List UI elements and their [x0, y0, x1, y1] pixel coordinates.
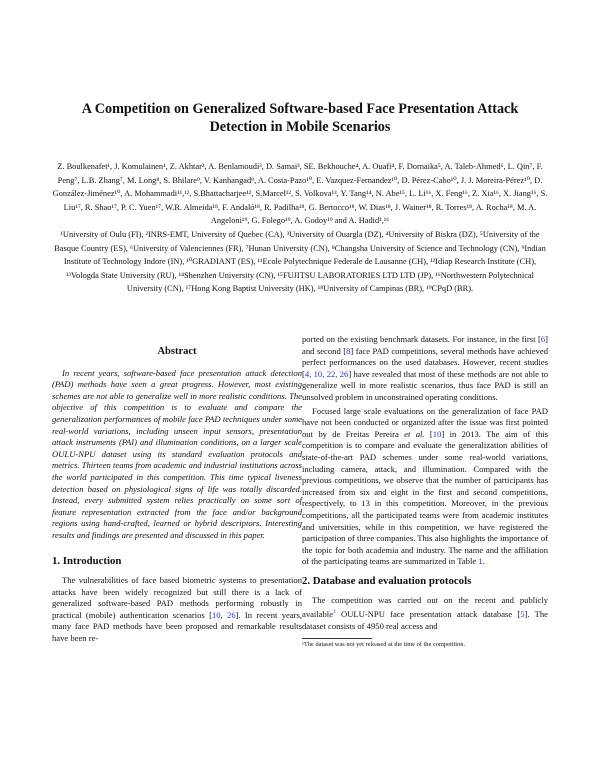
footnote-text: ¹The dataset was not yet released at the time of the competition. — [302, 641, 466, 649]
left-column — [52, 346, 302, 645]
citation-link[interactable]: 4, 10, 22, 26 — [304, 368, 349, 379]
abstract-text: In recent years, software-based face presentation attack detection (PAD) methods have seen a great progress. However, most existing schemes are not able to generalize well in more realistic conditions. The objective of this competition is to evaluate and compare the generalization performances of mobile face PAD techniques under some real-world variations, including unseen input sensors, presentation attack instruments (PAI) and illumination conditions, on a larger scale OULU-NPU dataset using its standard evaluation protocols and metrics. Thirteen teams from academic and industrial institutions across the world participated in this competition. This time typical liveness detection based on physiological signs of life was totally discarded. Instead, every submitted system relies practically on some sort of feature representation extracted from the face and/or background regions using hand-crafted, learned or hybrid descriptors. Interesting results and findings are presented and discussed in this paper. — [52, 367, 302, 540]
intro-paragraph-continued: ported on the existing benchmark datasets. For instance, in the first [6] and second [8] face PAD competitions, several methods have achieved perfect performances on the used databases. However, recent studies [4, 10, 22, 26] have revealed that most of these methods are not able to generalize well in more realistic scenarios, thus face PAD is still an unsolved problem in unconstrained operating conditions. — [302, 334, 548, 402]
citation-link[interactable]: 6 — [540, 334, 546, 344]
intro-paragraph-2: Focused large scale evaluations on the generalization of face PAD have not been conducted or organized after the issue was first pointed out by de Freitas Pereira et al. [10] in 2013. The aim of this competition is to compare and evaluate the generalization abilities of state-of-the-art PAD schemes under some real-world variations, including camera, attack, and illumination. Compared with the previous competitions, we observe that the number of participants has increased from six and eight in the first and second competitions, respectively, to 13 in this competition. Moreover, in the previous competitions, all the participated teams were from academic institutes and universities, while in this competition, we have registered the participation of three companies. This also highlights the importance of the topic for both academia and industry. The name and the affiliation of the participating teams are summarized in Table 1. — [302, 405, 548, 567]
section-database-heading: 2. Database and evaluation protocols — [302, 574, 472, 587]
paper-title: A Competition on Generalized Software-based Face Presentation Attack Detection in Mobile Scenarios — [81, 101, 519, 135]
intro-paragraph: The vulnerabilities of face based biometric systems to presentation attacks have been widely recognized but still there is a lack of generalized software-based PAD methods performing robustly in practical (mobile) authentication scenarios [10, 26]. In recent years, many face PAD methods have been proposed and remarkable results have been re- — [52, 575, 302, 644]
citation-link[interactable]: 5 — [520, 608, 525, 619]
author-block — [52, 160, 548, 296]
footnote-marker[interactable]: 1 — [333, 609, 336, 616]
citation-link[interactable]: 8 — [346, 345, 351, 356]
table-reference-link[interactable]: 1 — [478, 556, 483, 567]
citation-link[interactable]: 10 — [432, 428, 442, 439]
citation-link[interactable]: 26 — [227, 609, 236, 620]
database-paragraph: The competition was carried out on the recent and publicly available$^1$ OULU-NPU face presentation attack database [5]. The dataset consists of 4950 real access and — [302, 595, 548, 631]
footnote-divider — [302, 638, 372, 639]
citation-link[interactable]: 10 — [211, 609, 221, 620]
author-list: Z. Boulkenafet¹, J. Komulainen¹, Z. Akhtar², A. Benlamoudi³, D. Samai³, SE. Bekhouche⁴, A. Ouafi⁴, F. Dornaika⁵, A. Taleb-Ahmed⁶, L. Qin⁷, F. Peng⁷, L.B. Zhang⁷, M. Long⁸, S. Bhilare⁹, V. Kanhangad⁹, A. Costa-Pazo¹⁰, E. Vazquez-Fernandez¹⁰, D. Pérez-Cabo¹⁰, J. J. Moreira-Pérez¹⁰, D. González-Jiménez¹⁰, A. Mohammadi¹¹,¹², S.Bhattacharjee¹², S.Marcel¹², S. Volkova¹³, Y. Tang¹⁴, N. Abe¹⁵, L. Li¹⁶, X. Feng¹⁶, Z. Xia¹⁶, X. Jiang¹⁶, S. Liu¹⁷, R. Shao¹⁷, P. C. Yuen¹⁷, W.R. Almeida¹⁸, F. Andaló¹⁸, R. Padilha¹⁸, G. Bertocco¹⁸, W. Dias¹⁸, J. Wainer¹⁸, R. Torres¹⁸, A. Rocha¹⁸, M. A. Angeloni¹⁹, G. Folego¹⁹, A. Godoy¹⁹ and A. Hadid¹,¹⁶ — [52, 162, 548, 226]
right-column — [302, 334, 548, 649]
affiliation-list: ¹University of Oulu (FI), ²INRS-EMT, University of Quebec (CA), ³University of Ouargla (DZ), ⁴University of Biskra (DZ), ⁵University of the Basque Country (ES), ⁶University of Valenciennes (FR), ⁷Hunan University (CN), ⁸Changsha University of Science and Technology (CN), ⁹Indian Institute of Technology Indore (IN), ¹⁰GRADIANT (ES), ¹¹Ecole Polytechnique Federale de Lausanne (CH), ¹²Idiap Research Institute (CH), ¹³Vologda State University (RU), ¹⁴Shenzhen University (CN), ¹⁵FUJITSU LABORATORIES LTD LTD (JP), ¹⁶Northwestern Polytechnical University (CN), ¹⁷Hong Kong Baptist University (HK), ¹⁸University of Campinas (BR), ¹⁹CPqD (BR). — [54, 229, 546, 294]
section-introduction-heading: 1. Introduction — [52, 554, 122, 567]
abstract-heading: Abstract — [157, 346, 197, 357]
